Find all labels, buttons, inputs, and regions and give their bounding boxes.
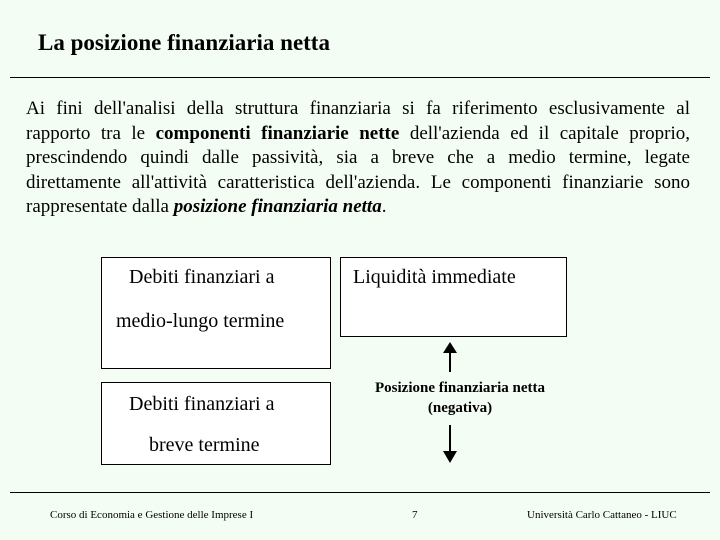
net-financial-position-label bbox=[350, 378, 570, 418]
liquidity-box bbox=[340, 257, 567, 337]
liquidity-label: Liquidità immediate bbox=[353, 266, 516, 288]
slide-title: La posizione finanziaria netta bbox=[38, 30, 330, 55]
body-paragraph bbox=[26, 97, 690, 220]
footer-course: Corso di Economia e Gestione delle Imprese I bbox=[50, 509, 254, 521]
footer-divider bbox=[10, 492, 710, 493]
paragraph-bold-italic-term: posizione finanziaria netta bbox=[173, 196, 382, 217]
medium-long-debts-box bbox=[101, 257, 331, 369]
arrow-down-icon bbox=[443, 425, 457, 463]
paragraph-text-2: dell'azienda ed il capitale proprio, prescindendo quindi dalle passività, sia a breve che a medio termine, legate direttamente all'attività caratteristica dell'azienda. Le componenti finanziarie sono rappresentate dalla bbox=[26, 122, 690, 217]
medium-long-debts-line2: medio-lungo termine bbox=[116, 310, 285, 332]
net-position-line1: Posizione finanziaria netta bbox=[375, 380, 545, 396]
short-debts-box bbox=[101, 382, 331, 465]
footer-page-number: 7 bbox=[412, 509, 418, 521]
footer-university: Università Carlo Cattaneo - LIUC bbox=[527, 509, 677, 521]
arrow-up-icon bbox=[443, 342, 457, 372]
paragraph-text-1: Ai fini dell'analisi della struttura finanziaria si fa riferimento esclusivamente al rapporto tra le bbox=[26, 98, 690, 144]
paragraph-text-3: . bbox=[381, 196, 387, 217]
medium-long-debts-line1: Debiti finanziari a bbox=[129, 266, 275, 288]
short-debts-line1: Debiti finanziari a bbox=[129, 393, 275, 415]
net-position-line2: (negativa) bbox=[427, 400, 493, 416]
title-divider bbox=[10, 77, 710, 78]
short-debts-line2: breve termine bbox=[149, 434, 260, 456]
paragraph-bold-term: componenti finanziarie nette bbox=[155, 122, 400, 144]
